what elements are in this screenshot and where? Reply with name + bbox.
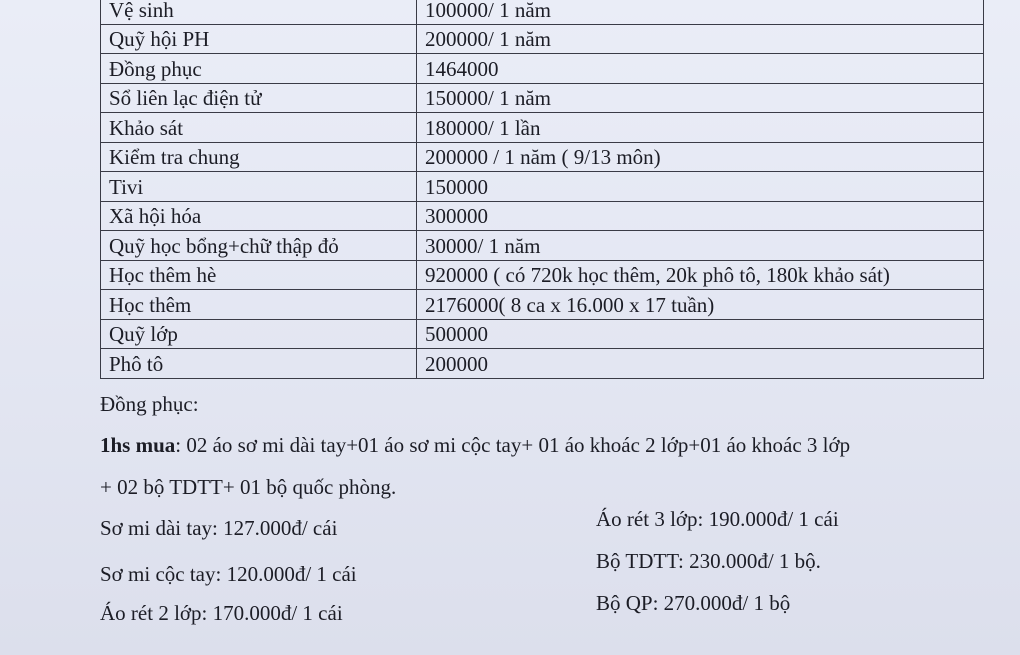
fee-item: Phô tô	[101, 349, 417, 379]
price-left-1: Sơ mi dài tay: 127.000đ/ cái	[100, 516, 338, 540]
fee-item: Học thêm	[101, 290, 417, 320]
table-row	[101, 290, 984, 320]
fee-amount: 1464000	[417, 54, 984, 84]
purchase-items: : 02 áo sơ mi dài tay+01 áo sơ mi cộc tay+ 01 áo khoác 2 lớp+01 áo khoác 3 lớp	[175, 433, 851, 457]
fee-amount: 200000	[417, 349, 984, 379]
fee-item: Xã hội hóa	[101, 201, 417, 231]
fee-item: Quỹ lớp	[101, 319, 417, 349]
fee-item: Quỹ học bổng+chữ thập đỏ	[101, 231, 417, 261]
price-right-1: Áo rét 3 lớp: 190.000đ/ 1 cái	[596, 507, 839, 531]
price-left-3: Áo rét 2 lớp: 170.000đ/ 1 cái	[100, 601, 343, 625]
uniform-heading: Đồng phục:	[100, 392, 199, 416]
table-row	[101, 54, 984, 84]
price-left-2: Sơ mi cộc tay: 120.000đ/ 1 cái	[100, 562, 357, 586]
purchase-line-1	[100, 432, 850, 458]
fee-amount: 100000/ 1 năm	[417, 0, 984, 24]
fee-amount: 300000	[417, 201, 984, 231]
fee-amount: 200000/ 1 năm	[417, 24, 984, 54]
price-right-2: Bộ TDTT: 230.000đ/ 1 bộ.	[596, 549, 821, 573]
fee-item: Tivi	[101, 172, 417, 202]
table-row	[101, 172, 984, 202]
fee-amount: 150000/ 1 năm	[417, 83, 984, 113]
fee-item: Vệ sinh	[101, 0, 417, 24]
purchase-line-2: + 02 bộ TDTT+ 01 bộ quốc phòng.	[100, 475, 397, 499]
fee-amount: 30000/ 1 năm	[417, 231, 984, 261]
fee-item: Sổ liên lạc điện tử	[101, 83, 417, 113]
fee-item: Quỹ hội PH	[101, 24, 417, 54]
price-right-3: Bộ QP: 270.000đ/ 1 bộ	[596, 591, 791, 615]
fee-item: Khảo sát	[101, 113, 417, 143]
table-row	[101, 260, 984, 290]
table-row	[101, 201, 984, 231]
table-row	[101, 24, 984, 54]
table-row	[101, 231, 984, 261]
table-row	[101, 0, 984, 24]
fee-amount: 500000	[417, 319, 984, 349]
fee-amount: 180000/ 1 lần	[417, 113, 984, 143]
purchase-label: 1hs mua	[100, 433, 176, 457]
table-row	[101, 142, 984, 172]
fee-amount: 200000 / 1 năm ( 9/13 môn)	[417, 142, 984, 172]
table-row	[101, 349, 984, 379]
fee-amount: 2176000( 8 ca x 16.000 x 17 tuần)	[417, 290, 984, 320]
table-row	[101, 113, 984, 143]
fee-amount: 150000	[417, 172, 984, 202]
fee-item: Học thêm hè	[101, 260, 417, 290]
fee-item: Kiểm tra chung	[101, 142, 417, 172]
table-row	[101, 83, 984, 113]
fee-amount: 920000 ( có 720k học thêm, 20k phô tô, 180k khảo sát)	[417, 260, 984, 290]
fees-table	[100, 0, 984, 379]
table-row	[101, 319, 984, 349]
fee-item: Đồng phục	[101, 54, 417, 84]
